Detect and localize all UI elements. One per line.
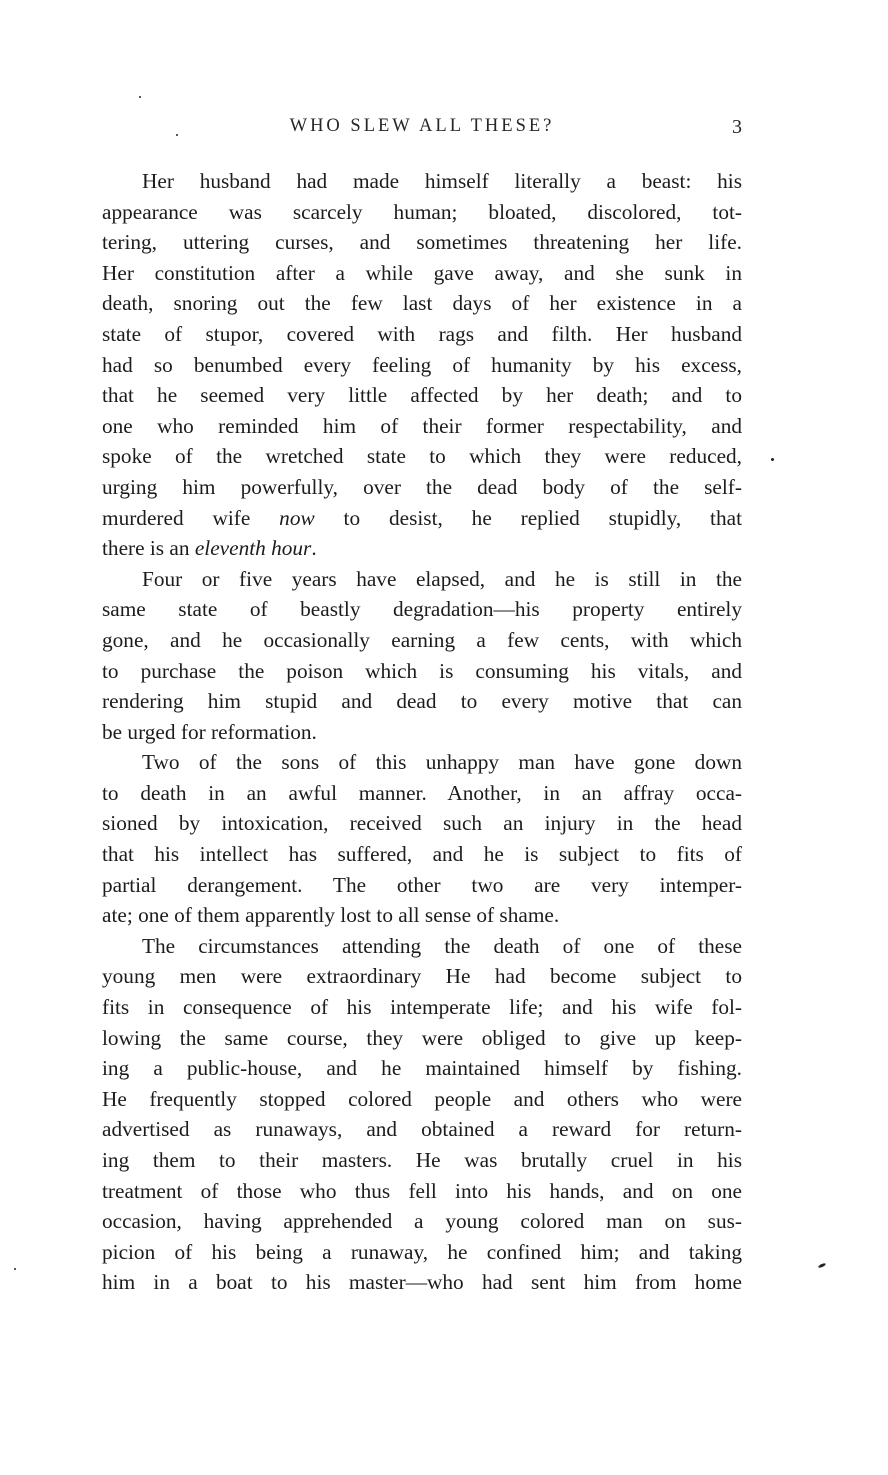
text-segment: murdered wife <box>102 505 280 530</box>
text-line: picion of his being a runaway, he confined him; and taking <box>102 1239 742 1264</box>
text-segment: . <box>311 536 317 561</box>
text-line: state of stupor, covered with rags and filth. Her husband <box>102 321 742 346</box>
scan-speck <box>176 134 178 136</box>
emphasis-now: now <box>279 505 315 530</box>
text-line: He frequently stopped colored people and others who were <box>102 1086 742 1111</box>
text-line: spoke of the wretched state to which they were reduced, <box>102 444 742 469</box>
text-line: death, snoring out the few last days of her existence in a <box>102 291 742 316</box>
text-segment: there is an <box>102 536 195 561</box>
text-line: urging him powerfully, over the dead body of the self- <box>102 474 742 499</box>
text-line <box>102 503 742 534</box>
text-line: fits in consequence of his intemperate life; and his wife fol- <box>102 995 742 1020</box>
text-line: appearance was scarcely human; bloated, discolored, tot- <box>102 199 742 224</box>
text-line: Four or five years have elapsed, and he is still in the <box>142 566 742 591</box>
text-line: ate; one of them apparently lost to all sense of shame. <box>102 903 560 928</box>
running-title: WHO SLEW ALL THESE? <box>289 116 555 136</box>
text-line: had so benumbed every feeling of humanity by his excess, <box>102 352 742 377</box>
text-line: treatment of those who thus fell into his hands, and on one <box>102 1178 742 1203</box>
body-text <box>102 166 742 1298</box>
emphasis-eleventh-hour: eleventh hour <box>194 536 312 561</box>
running-head <box>102 116 742 146</box>
text-line: young men were extraordinary He had become subject to <box>102 964 742 989</box>
text-line: that his intellect has suffered, and he is subject to fits of <box>102 842 742 867</box>
scan-speck <box>818 1262 827 1268</box>
text-line: advertised as runaways, and obtained a reward for return- <box>102 1117 742 1142</box>
text-line: occasion, having apprehended a young colored man on sus- <box>102 1209 742 1234</box>
scan-speck <box>14 1268 16 1270</box>
text-line: gone, and he occasionally earning a few cents, with which <box>102 627 742 652</box>
text-line: ing a public-house, and he maintained himself by fishing. <box>102 1056 742 1081</box>
text-segment: to desist, he replied stupidly, that <box>314 505 742 530</box>
text-line: rendering him stupid and dead to every motive that can <box>102 689 742 714</box>
text-line: tering, uttering curses, and sometimes threatening her life. <box>102 230 742 255</box>
text-line: Two of the sons of this unhappy man have gone down <box>142 750 742 775</box>
text-line: that he seemed very little affected by her death; and to <box>102 383 742 408</box>
scan-speck <box>139 96 141 98</box>
text-line: be urged for reformation. <box>102 719 317 744</box>
text-line: lowing the same course, they were obliged to give up keep- <box>102 1025 742 1050</box>
text-line: ing them to their masters. He was brutally cruel in his <box>102 1148 742 1172</box>
text-line: to death in an awful manner. Another, in an affray occa- <box>102 780 742 805</box>
scan-speck <box>771 458 774 461</box>
page-number: 3 <box>732 116 742 138</box>
text-line: Her husband had made himself literally a beast: his <box>142 169 742 193</box>
text-line: one who reminded him of their former respectability, and <box>102 413 742 438</box>
text-line: sioned by intoxication, received such an injury in the head <box>102 811 742 836</box>
text-line: same state of beastly degradation—his property entirely <box>102 597 742 622</box>
text-line: to purchase the poison which is consuming his vitals, and <box>102 658 742 683</box>
text-line: him in a boat to his master—who had sent him from home <box>102 1270 742 1295</box>
text-line: Her constitution after a while gave away, and she sunk in <box>102 260 742 285</box>
text-line: The circumstances attending the death of one of these <box>142 933 742 958</box>
text-line <box>102 533 742 564</box>
text-line: partial derangement. The other two are very intemper- <box>102 872 742 897</box>
